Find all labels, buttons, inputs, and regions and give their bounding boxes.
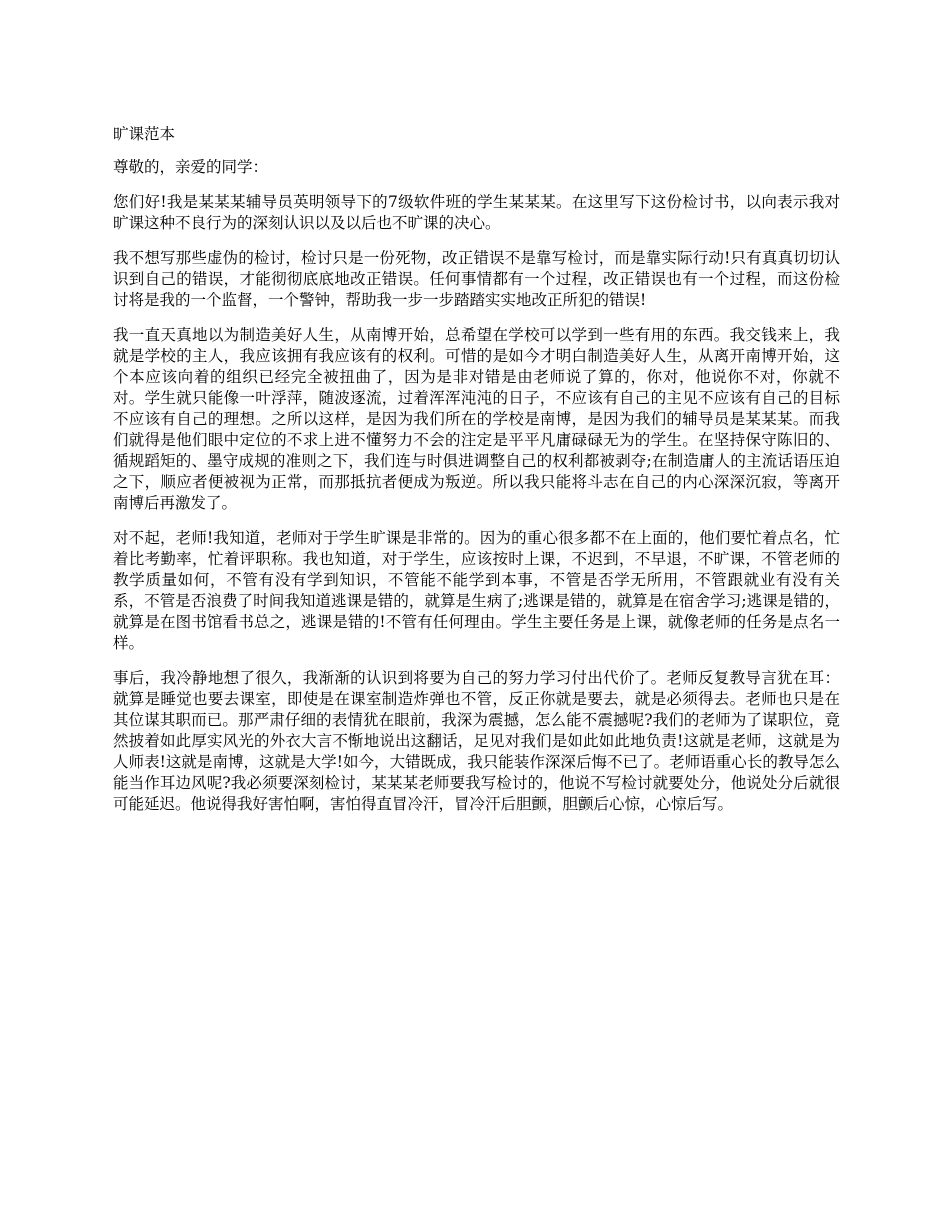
- paragraph-4: 对不起，老师!我知道，老师对于学生旷课是非常的。因为的重心很多都不在上面的，他们要忙着点名，忙着比考勤率，忙着评职称。我也知道，对于学生，应该按时上课，不迟到，不早退，不旷课，不管老师的教学质量如何，不管有没有学到知识，不管能不能学到本事，不管是否学无所用，不管跟就业有没有关系，不管是否浪费了时间我知道逃课是错的，就算是生病了;逃课是错的，就算是在宿舍学习;逃课是错的，就算是在图书馆看书总之，逃课是错的!不管有任何理由。学生主要任务是上课，就像老师的任务是点名一样。: [113, 529, 840, 652]
- paragraph-1: 您们好!我是某某某辅导员英明领导下的7级软件班的学生某某某。在这里写下这份检讨书，以向表示我对旷课这种不良行为的深刻认识以及以后也不旷课的决心。: [113, 193, 840, 232]
- salutation: 尊敬的，亲爱的同学：: [113, 158, 269, 176]
- paragraph-5: 事后，我冷静地想了很久，我渐渐的认识到将要为自己的努力学习付出代价了。老师反复教导言犹在耳：就算是睡觉也要去课室，即使是在课室制造炸弹也不管，反正你就是要去，就是必须得去。老师也只是在其位谋其职而已。那严肃仔细的表情犹在眼前，我深为震撼，怎么能不震撼呢?我们的老师为了谋职位，竟然披着如此厚实风光的外衣大言不惭地说出这翻话，足见对我们是如此如此地负责!这就是老师，这就是为人师表!这就是南博，这就是大学!如今，大错既成，我只能装作深深后悔不已了。老师语重心长的教导怎么能当作耳边风呢?我必须要深刻检讨，某某某老师要我写检讨的，他说不写检讨就要处分，他说处分后就很可能延迟。他说得我好害怕啊，害怕得直冒冷汗，冒冷汗后胆颤，胆颤后心惊，心惊后写。: [113, 669, 840, 813]
- paragraph-3: 我一直天真地以为制造美好人生，从南博开始，总希望在学校可以学到一些有用的东西。我交钱来上，我就是学校的主人，我应该拥有我应该有的权利。可惜的是如今才明白制造美好人生，从离开南博开始，这个本应该向着的组织已经完全被扭曲了，因为是非对错是由老师说了算的，你对，他说你不对，你就不对。学生就只能像一叶浮萍，随波逐流，过着浑浑沌沌的日子，不应该有自己的主见不应该有自己的目标不应该有自己的理想。之所以这样，是因为我们所在的学校是南博，是因为我们的辅导员是某某某。而我们就得是他们眼中定位的不求上进不懂努力不会的注定是平平凡庸碌碌无为的学生。在坚持保守陈旧的、循规蹈矩的、墨守成规的准则之下，我们连与时俱进调整自己的权利都被剥夺;在制造庸人的主流话语压迫之下，顺应者便被视为正常，而那抵抗者便成为叛逆。所以我只能将斗志在自己的内心深深沉寂，等离开南博后再激发了。: [113, 326, 840, 512]
- paragraph-2: 我不想写那些虚伪的检讨，检讨只是一份死物，改正错误不是靠写检讨，而是靠实际行动!只有真真切切认识到自己的错误，才能彻彻底底地改正错误。任何事情都有一个过程，改正错误也有一个过程，而这份检讨将是我的一个监督，一个警钟，帮助我一步一步踏踏实实地改正所犯的错误!: [113, 249, 840, 309]
- document-title: 旷课范本: [113, 125, 176, 143]
- document-page: [113, 124, 840, 829]
